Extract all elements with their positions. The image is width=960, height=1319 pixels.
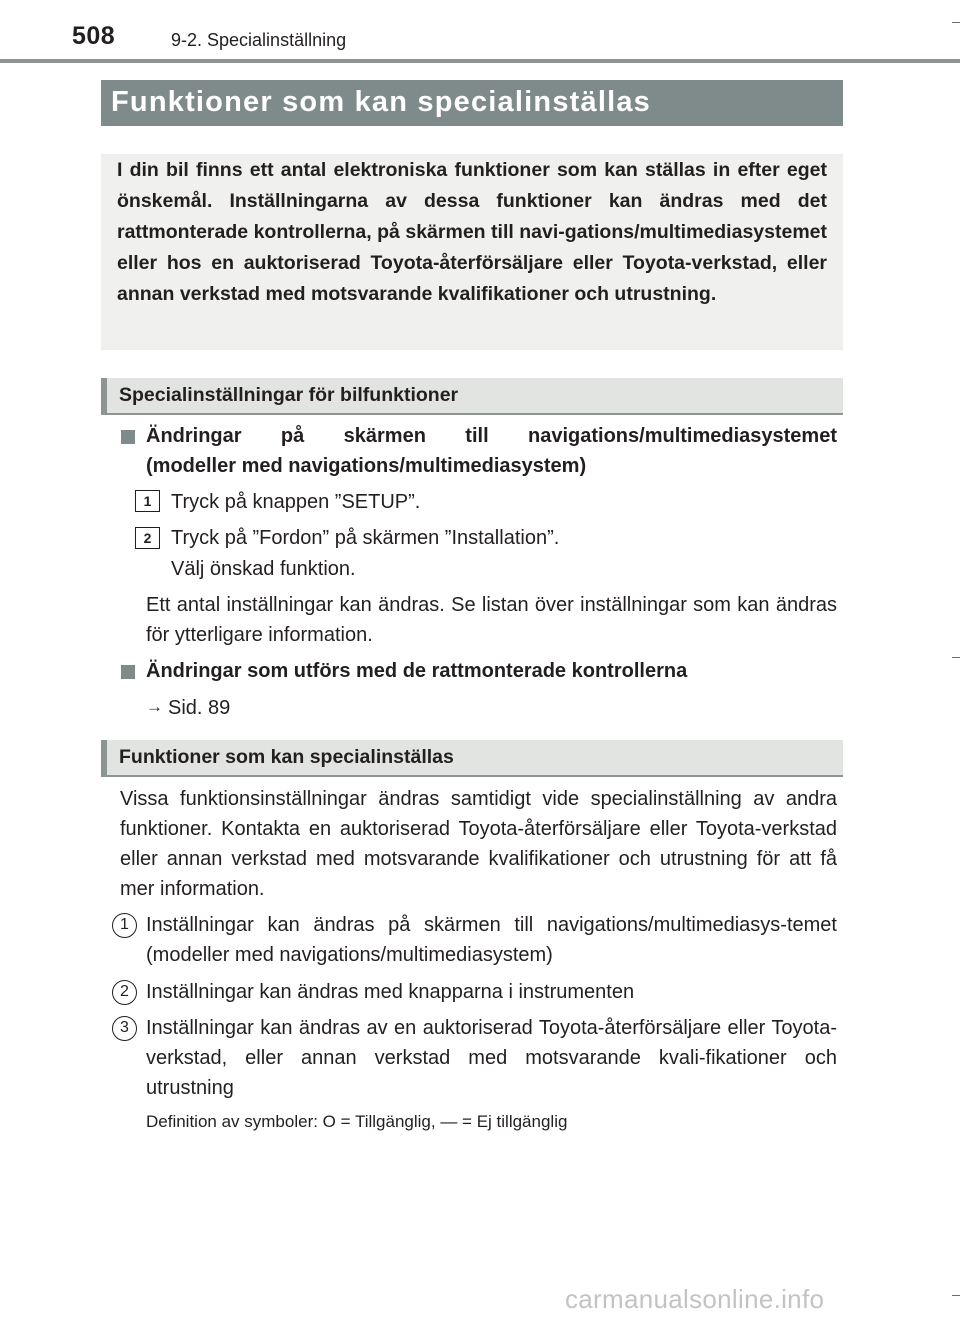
section-paragraph: Vissa funktionsinställningar ändras samtidigt vide specialinställning av andra funktioner. Kontakta en auktoriserad Toyota-återförsäljare eller Toyota-verkstad eller annan verkstad med motsvarande kvalifikationer och utrustning för att få mer information. (120, 788, 837, 900)
bullet-heading-steering (121, 656, 837, 686)
page-title: Funktioner som kan specialinställas (111, 86, 651, 118)
page-number: 508 (72, 22, 116, 50)
section-heading-bilfunktioner (101, 378, 843, 415)
page-reference-text: Sid. 89 (168, 697, 231, 719)
crop-mark (952, 657, 960, 658)
symbols-definition: Definition av symboler: O = Tillgänglig, — = Ej tillgänglig (146, 1112, 568, 1131)
step-number-box: 2 (135, 527, 160, 549)
arrow-right-icon: → (146, 697, 163, 716)
section-heading-text: Specialinställningar för bilfunktioner (119, 384, 459, 406)
step-text: Tryck på knappen ”SETUP”. (171, 491, 421, 513)
page-reference[interactable] (146, 692, 230, 723)
crop-mark (952, 1295, 960, 1296)
circle-number: 1 (112, 913, 137, 938)
title-bar (101, 80, 843, 126)
circle-number: 2 (112, 980, 137, 1005)
watermark: carmanualsonline.info (565, 1284, 825, 1314)
bullet-heading-line2: (modeller med navigations/multimediasystem) (146, 455, 587, 477)
intro-box (101, 154, 843, 350)
square-bullet-icon (121, 430, 135, 444)
section-reference: 9-2. Specialinställning (171, 30, 347, 50)
step-number-box: 1 (135, 490, 160, 512)
list-item-text: Inställningar kan ändras av en auktoriserad Toyota-återförsäljare eller Toyota-verkstad, eller annan verkstad med motsvarande kvali-fikationer och utrustning (146, 1017, 837, 1099)
section-heading-text: Funktioner som kan specialinställas (119, 746, 454, 768)
section-heading-funktioner (101, 740, 843, 777)
step-continuation: Välj önskad funktion. (171, 558, 356, 580)
square-bullet-icon (121, 665, 135, 679)
header-rule (0, 59, 960, 63)
list-item-text: Inställningar kan ändras med knapparna i instrumenten (146, 981, 635, 1003)
bullet-heading-screen (121, 421, 837, 481)
intro-text: I din bil finns ett antal elektroniska funktioner som kan ställas in efter eget önskemål. Inställningarna av dessa funktioner kan ändras med det rattmonterade kontrollerna, på skärmen till navi-gations/multimediasystemet eller hos en auktoriserad Toyota-återförsäljare eller Toyota-verkstad, eller annan verkstad med motsvarande kvalifikationer och utrustning. (117, 159, 827, 305)
bullet-heading-line1: Ändringar på skärmen till navigations/multimediasystemet (146, 425, 837, 447)
settings-note: Ett antal inställningar kan ändras. Se listan över inställningar som kan ändras för ytterligare information. (146, 594, 837, 646)
bullet-heading-text: Ändringar som utförs med de rattmonterade kontrollerna (146, 660, 688, 682)
crop-mark (952, 22, 960, 23)
list-item-text: Inställningar kan ändras på skärmen till navigations/multimediasys-temet (modeller med navigations/multimediasystem) (146, 914, 837, 966)
step-text: Tryck på ”Fordon” på skärmen ”Installation”. (171, 527, 560, 549)
circle-number: 3 (112, 1016, 137, 1041)
